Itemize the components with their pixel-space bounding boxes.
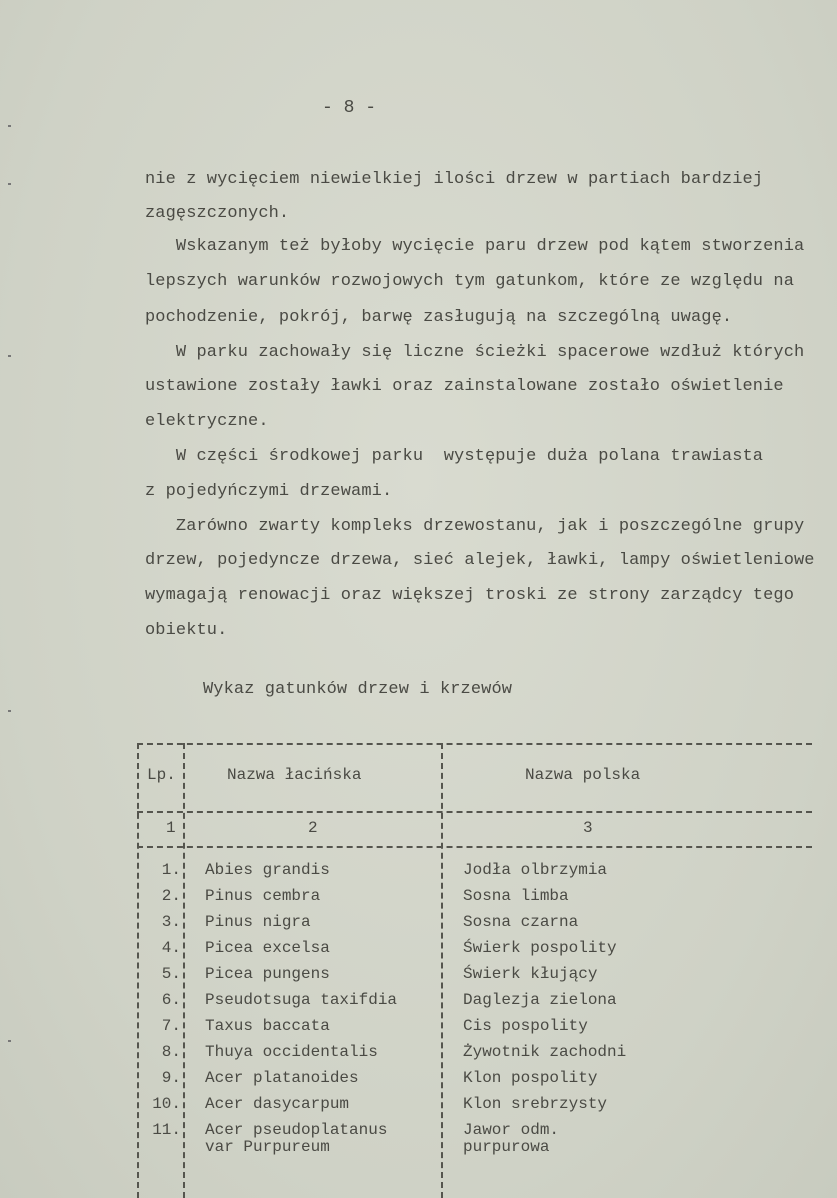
latin-name: Acer pseudoplatanus var Purpureum xyxy=(205,1121,388,1156)
polish-name: Jodła olbrzymia xyxy=(463,861,608,879)
row-number: 1. xyxy=(161,861,181,879)
row-number: 8. xyxy=(161,1043,181,1061)
text-line: W części środkowej parku występuje duża polana trawiasta xyxy=(145,447,764,466)
text-line: z pojedyńczymi drzewami. xyxy=(145,482,393,501)
polish-name: Daglezja zielona xyxy=(463,991,617,1009)
row-number: 11. xyxy=(152,1121,181,1139)
latin-name: Picea pungens xyxy=(205,965,330,983)
latin-name: Acer platanoides xyxy=(205,1069,359,1087)
row-number: 9. xyxy=(161,1069,181,1087)
text-line: W parku zachowały się liczne ścieżki spacerowe wzdłuż których xyxy=(145,343,805,362)
text-line: Wskazanym też byłoby wycięcie paru drzew pod kątem stworzenia xyxy=(145,237,805,256)
column-divider-2 xyxy=(441,743,443,1198)
polish-name: Klon pospolity xyxy=(463,1069,598,1087)
text-line: elektryczne. xyxy=(145,412,269,431)
text-line: drzew, pojedyncze drzewa, sieć alejek, ławki, lampy oświetleniowe xyxy=(145,551,815,570)
row-number: 3. xyxy=(161,913,181,931)
header-latin-name: Nazwa łacińska xyxy=(227,766,362,784)
text-line: nie z wycięciem niewielkiej ilości drzew w partiach bardziej xyxy=(145,170,764,189)
header-separator xyxy=(137,811,812,813)
polish-name: Sosna czarna xyxy=(463,913,579,931)
row-number: 10. xyxy=(152,1095,181,1113)
text-line: ustawione zostały ławki oraz zainstalowane zostało oświetlenie xyxy=(145,377,784,396)
polish-name: Świerk kłujący xyxy=(463,965,598,983)
row-number: 4. xyxy=(161,939,181,957)
row-number: 5. xyxy=(161,965,181,983)
text-line: wymagają renowacji oraz większej troski ze strony zarządcy tego xyxy=(145,586,795,605)
latin-name: Acer dasycarpum xyxy=(205,1095,350,1113)
column-number-separator xyxy=(137,846,812,848)
polish-name: Żywotnik zachodni xyxy=(463,1043,627,1061)
latin-name: Abies grandis xyxy=(205,861,330,879)
latin-name: Thuya occidentalis xyxy=(205,1043,378,1061)
text-line: Zarówno zwarty kompleks drzewostanu, jak i poszczególne grupy xyxy=(145,517,805,536)
latin-name: Taxus baccata xyxy=(205,1017,330,1035)
text-line: obiektu. xyxy=(145,621,228,640)
text-line: zagęszczonych. xyxy=(145,204,290,223)
text-line: pochodzenie, pokrój, barwę zasługują na szczególną uwagę. xyxy=(145,308,733,327)
column-number-2: 2 xyxy=(308,819,318,837)
row-number: 2. xyxy=(161,887,181,905)
polish-name: Sosna limba xyxy=(463,887,569,905)
polish-name: Klon srebrzysty xyxy=(463,1095,608,1113)
polish-name: Świerk pospolity xyxy=(463,939,617,957)
latin-name: Picea excelsa xyxy=(205,939,330,957)
column-number-3: 3 xyxy=(583,819,593,837)
table-left-border xyxy=(137,743,139,1198)
table-title: Wykaz gatunków drzew i krzewów xyxy=(203,680,513,699)
page-number: - 8 - xyxy=(322,98,377,118)
row-number: 7. xyxy=(161,1017,181,1035)
latin-name: Pseudotsuga taxifdia xyxy=(205,991,398,1009)
table-top-border xyxy=(137,743,812,745)
latin-name: Pinus cembra xyxy=(205,887,321,905)
text-line: lepszych warunków rozwojowych tym gatunkom, które ze względu na xyxy=(145,272,795,291)
polish-name: Cis pospolity xyxy=(463,1017,588,1035)
header-lp: Lp. xyxy=(147,766,176,784)
row-number: 6. xyxy=(161,991,181,1009)
column-divider-1 xyxy=(183,743,185,1198)
latin-name: Pinus nigra xyxy=(205,913,311,931)
header-polish-name: Nazwa polska xyxy=(525,766,641,784)
column-number-1: 1 xyxy=(166,819,176,837)
polish-name: Jawor odm. purpurowa xyxy=(463,1121,560,1156)
